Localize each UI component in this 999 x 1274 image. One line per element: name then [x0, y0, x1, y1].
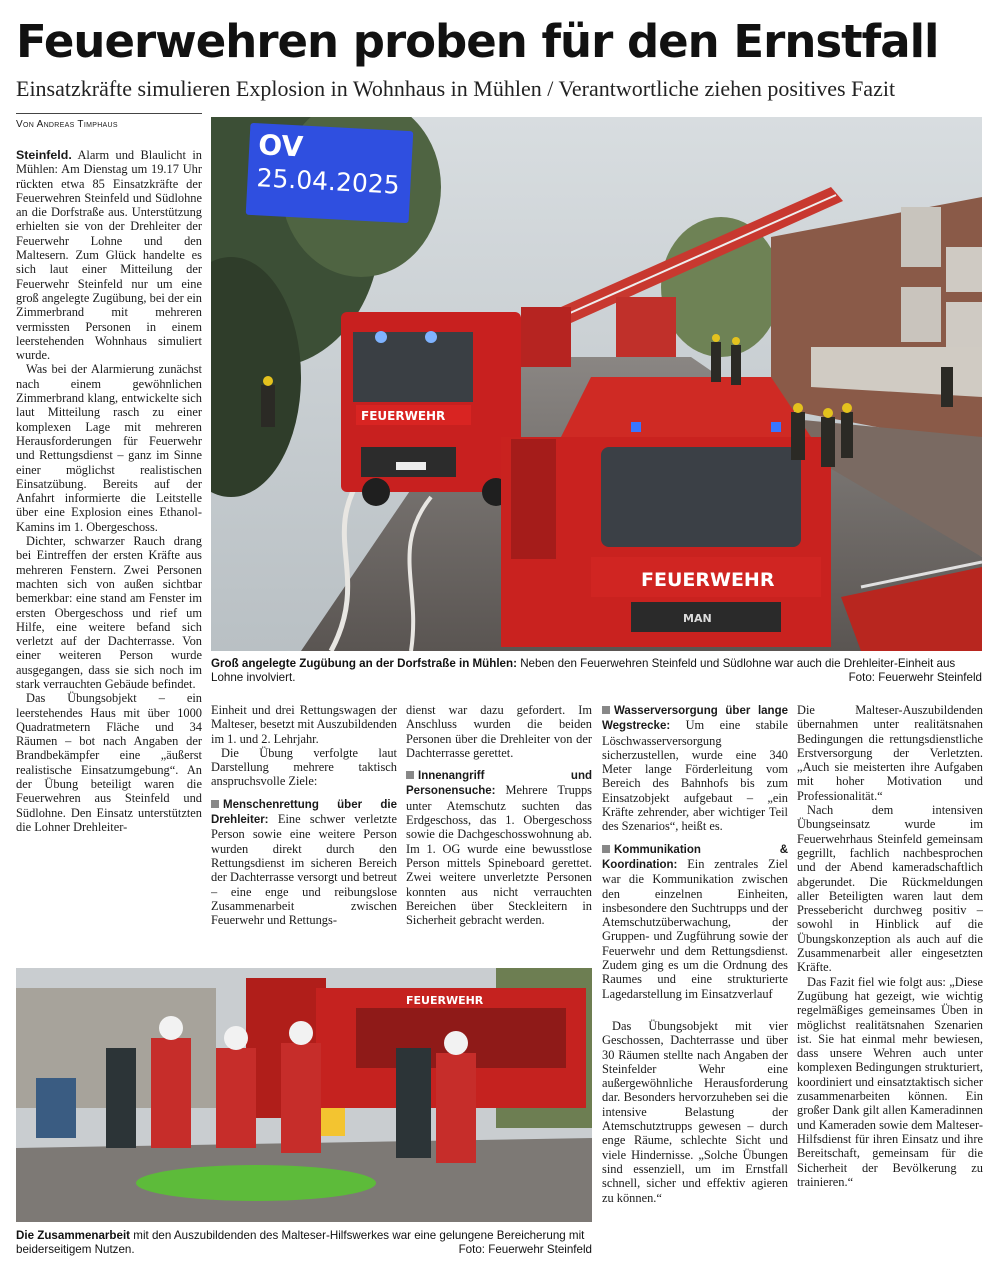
article-column-1 — [16, 148, 202, 958]
article-headline: Feuerwehren proben für den Ernstfall — [16, 15, 939, 68]
paragraph: Nach dem intensiven Übungseinsatz wurde im Feuerwehrhaus Steinfeld gemeinsam gegrillt, fachlich nachbesprochen und der Abend kameradschaftlich abgerundet. Die Rückmeldungen aller Beteiligten waren laut dem Pressebericht durchweg positiv – sowohl in Hinblick auf die Übungskonzeption als auch auf die Zusammenarbeit aller eingesetzten Kräfte. — [797, 803, 983, 975]
byline: Von Andreas Timphaus — [16, 113, 202, 130]
main-photo-credit: Foto: Feuerwehr Steinfeld — [848, 671, 982, 684]
second-photo — [16, 968, 592, 1222]
second-photo-caption — [16, 1229, 592, 1257]
subheading: Wasserversorgung über lange Wegstrecke: — [602, 705, 788, 733]
dateline: Steinfeld. — [16, 148, 72, 162]
article-column-3 — [406, 703, 592, 958]
paragraph: Eine schwer verletzte Person sowie eine weitere Person wurden direkt durch den Rettungsdienst im sicheren Bereich der Dachterrasse versorgt und betreut – eine enge und reibungslose Zusammenarbeit zwischen Feuerwehr und Rettungs- — [211, 812, 397, 928]
main-photo-caption-lead: Groß angelegte Zugübung an der Dorfstraße in Mühlen: — [211, 657, 517, 670]
paragraph: Ein zentrales Ziel war die Kommunikation zwischen den einzelnen Einheiten, insbesondere den Suchtrupps und der Atemschutzüberwachung, der Gruppen- und Zugführung sowie der Feuerwehr und dem Rettungsdienst. Zudem ging es um die Ordnung des Raumes und eine strukturierte Lagedarstellung im Einsatzverlauf — [602, 856, 788, 1001]
main-photo-caption-text: Neben den Feuerwehren Steinfeld und Südlohne war auch die Drehleiter-Einheit aus Lohne involviert. — [211, 657, 956, 684]
subheading: Menschenrettung über die Drehleiter: — [211, 798, 397, 827]
paragraph: Mehrere Trupps unter Atemschutz suchten das Erdgeschoss, das 1. Obergeschoss sowie die Dachgeschosswohnung ab. Im 1. OG wurde eine bewusstlose Person mittels Spineboard gerettet. Zwei weitere unverletzte Personen konnten aus nicht verrauchten Bereichen über Steckleitern in Sicherheit gebracht werden. — [406, 783, 592, 928]
paragraph: Das Fazit fiel wie folgt aus: „Diese Zugübung hat gezeigt, wie wichtig regelmäßiges gemeinsames Üben in möglichst realitätsnahen Szenarien ist. Sie hat einmal mehr bewiesen, dass unsere Wehren auch unter komplexen Bedingungen strukturiert, koordiniert und einsatztaktisch sicher zusammenarbeiten können. Ein großer Dank gilt allen Kameradinnen und Kameraden sowie dem Malteser-Hilfsdienst für ihren Einsatz und ihre Bereitschaft, gemeinsam für die Sicherheit der Bevölkerung zu trainieren.“ — [797, 974, 983, 1189]
paragraph: Die Malteser-Auszubildenden übernahmen unter realitätsnahen Bedingungen die rettungsdienstliche Erstversorgung der Verletzten. „Auch sie meisterten ihre Aufgaben mit hoher Motivation und Professionalität.“ — [797, 703, 983, 803]
article-subheadline: Einsatzkräfte simulieren Explosion in Wohnhaus in Mühlen / Verantwortliche ziehen positives Fazit — [16, 76, 896, 101]
subheading: Innenangriff und Personensuche: — [406, 770, 592, 798]
bullet-square-icon — [211, 800, 219, 808]
main-photo-caption — [211, 657, 982, 685]
stamp-abbrev: OV — [257, 128, 304, 164]
paragraph: Alarm und Blaulicht in Mühlen: Am Dienstag um 19.17 Uhr rückten etwa 85 Einsatzkräfte der Feuerwehren Steinfeld und Südlohne an die Dorfstraße aus. Unterstützung erhielten sie von der Drehleiter der Feuerwehr Lohne und den Maltesern. Zum Glück handelte es sich laut einer Mitteilung der Feuerwehr Steinfeld nur um eine groß angelegte Zugübung, bei der ein Zimmerbrand mit mehreren vermissten Personen in einem leerstehenden Wohnhaus simuliert wurde. — [16, 148, 202, 363]
bullet-square-icon — [602, 706, 610, 714]
second-photo-caption-text: mit den Auszubildenden des Malteser-Hilfswerkes war eine gelungene Bereicherung mit beiderseitigem Nutzen. — [16, 1229, 585, 1256]
truck-label-2: FEUERWEHR — [641, 569, 775, 591]
paragraph: dienst war dazu gefordert. Im Anschluss wurden die beiden Personen über die Drehleiter von der Dachterrasse gerettet. — [406, 703, 592, 760]
second-photo-graphic — [16, 968, 592, 1222]
paragraph: Die Übung verfolgte laut Darstellung mehrere taktisch anspruchsvolle Ziele: — [211, 745, 397, 789]
bullet-square-icon — [406, 771, 414, 779]
paragraph: Einheit und drei Rettungswagen der Malteser, besetzt mit Auszubildenden im 1. und 2. Lehrjahr. — [211, 703, 397, 746]
bullet-square-icon — [602, 845, 610, 853]
truck-brand: MAN — [683, 612, 712, 625]
paragraph: Um eine stabile Löschwasserversorgung sicherzustellen, wurde eine 340 Meter lange Förderleitung vom Bereich des Bahnhofs bis zum Einsatzobjekt aufgebaut – „ein Kräfte zehrender, aber wichtiger Teil des Szenarios“, heißt es. — [602, 718, 788, 834]
article-column-5 — [797, 703, 983, 1258]
second-photo-caption-lead: Die Zusammenarbeit — [16, 1229, 131, 1242]
date-stamp — [246, 123, 414, 223]
paragraph: Das Übungsobjekt – ein leerstehendes Haus mit über 1000 Quadratmetern Fläche und 34 Räumen – bot nach Angaben der Brandbekämpfer eine „äußerst realistische Einsatzumgebung“. An der Übung beteiligt waren die Feuerwehren aus Steinfeld und Südlohne. Den Einsatz unterstützten die Lohner Drehleiter- — [16, 691, 202, 834]
truck-label-1: FEUERWEHR — [361, 409, 446, 423]
paragraph: Das Übungsobjekt mit vier Geschossen, Dachterrasse und über 30 Räumen stellte nach Angaben der Steinfelder Wehr eine außergewöhnliche Herausforderung dar. Besonders hervorzuheben sei die intensive Belastung der Atemschutztrupps gewesen – durch enge Räume, schlechte Sicht und viele Hindernisse. „Solche Übungen sind essenziell, um im Ernstfall schnell, sicher und effektiv agieren zu können.“ — [602, 1018, 788, 1205]
subheading: Kommunikation & Koordination: — [602, 843, 788, 871]
article-column-2 — [211, 703, 397, 958]
paragraph: Dichter, schwarzer Rauch drang bei Eintreffen der ersten Kräfte aus mehreren Fenstern. Zwei Personen machten sich von außen sichtbar bemerkbar: eine stand am Fenster im ersten Obergeschoss und rief um Hilfe, eine weitere befand sich verletzt auf der Dachterrasse. Von einer weiteren Person wurde ausgegangen, dass sie sich noch im stark verrauchten Gebäude befindet. — [16, 534, 202, 691]
second-photo-credit: Foto: Feuerwehr Steinfeld — [458, 1243, 592, 1256]
article-column-4 — [602, 703, 788, 1258]
stamp-date: 25.04.2025 — [255, 163, 401, 200]
second-truck-label: FEUERWEHR — [406, 994, 484, 1007]
paragraph: Was bei der Alarmierung zunächst nach einem gewöhnlichen Zimmerbrand klang, entwickelte sich laut Mitteilung rasch zu einer komplexen Lage mit mehreren Herausforderungen für Feuerwehr und Rettungsdienst – ganz im Sinne einer möglichst realistischen Einsatzübung. Bereits auf der Anfahrt informierte die Leitstelle über eine Explosion eines Ethanol-Kamins im 1. Obergeschoss. — [16, 362, 202, 534]
